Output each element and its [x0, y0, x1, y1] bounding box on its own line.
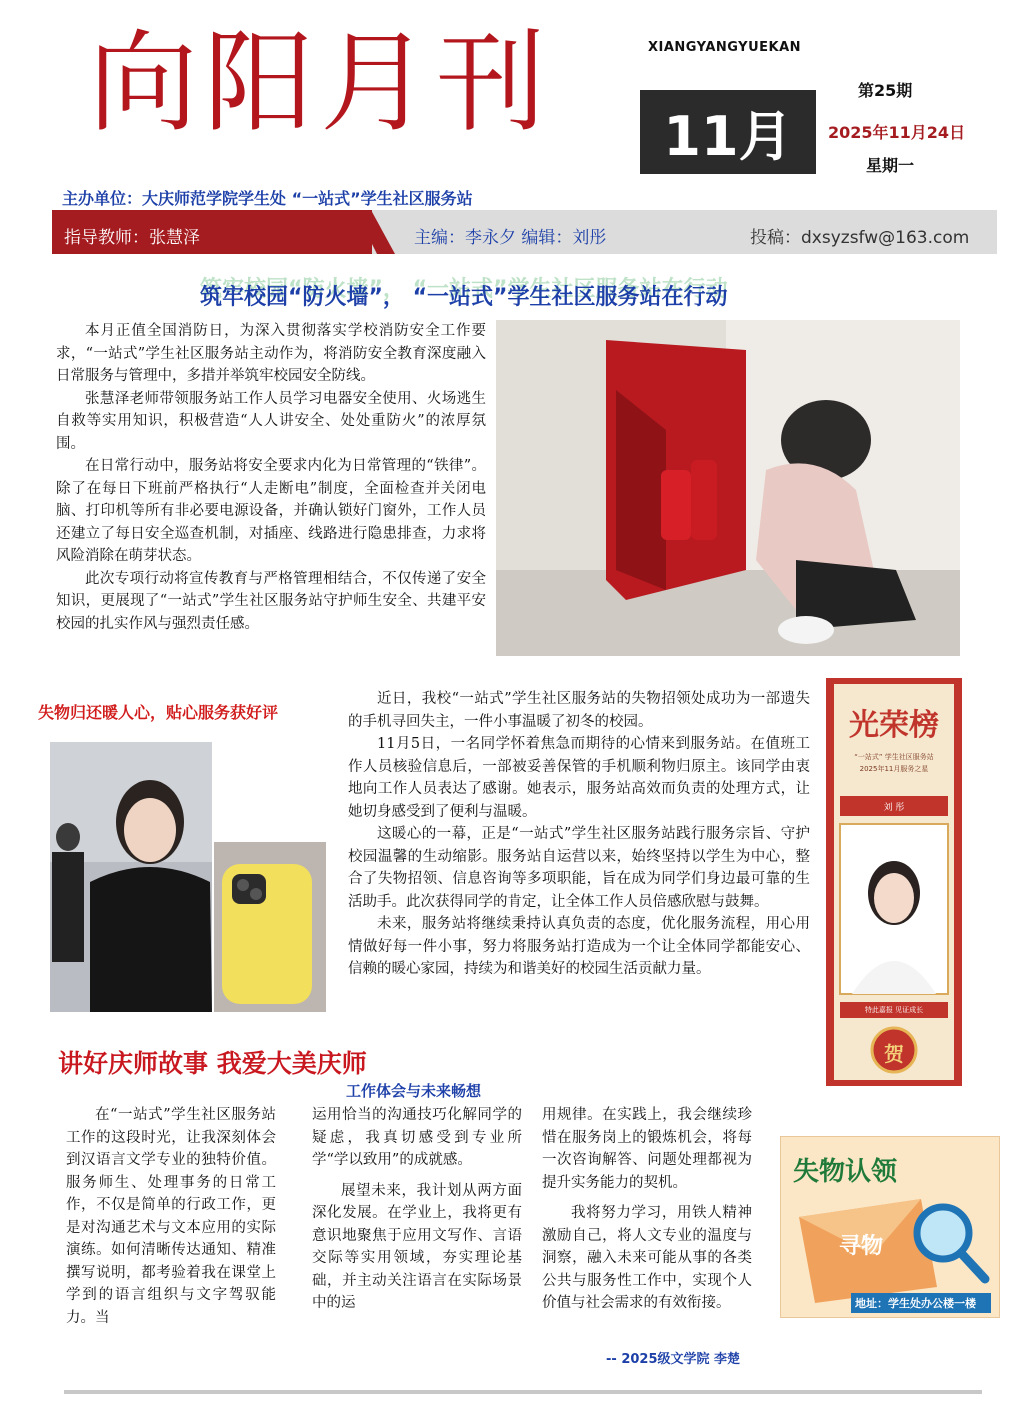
article2-body: [348, 688, 810, 981]
honor-subtitle-2: 2025年11月服务之星: [859, 765, 929, 773]
article3-paragraph: 我将努力学习，用铁人精神激励自己，将人文专业的温度与洞察，融入未来可能从事的各类公共与服务性工作中，实现个人价值与社会需求的有效衔接。: [542, 1205, 752, 1311]
honor-roll-card: [826, 678, 962, 1086]
article1-paragraph: 本月正值全国消防日，为深入贯彻落实学校消防安全工作要求，“一站式”学生社区服务站主动作为，将消防安全教育深度融入日常服务与管理中，多措并举筑牢校园安全防线。: [56, 323, 486, 384]
article3-column-3: [542, 1104, 752, 1315]
issue-number: 第25期: [858, 81, 913, 100]
article1-paragraph: 在日常行动中，服务站将安全要求内化为日常管理的“铁律”。除了在每日下班前严格执行“人走断电”制度，全面检查并关闭电脑、打印机等所有非必要电源设备，并确认锁好门窗外，工作人员还建立了每日安全巡查机制，对插座、线路进行隐患排查，力求将风险消除在萌芽状态。: [56, 458, 486, 564]
advisor: 指导教师：张慧泽: [64, 228, 200, 248]
article3-subtitle: 工作体会与未来畅想: [346, 1082, 482, 1100]
honor-footer: 特此嘉报 见证成长: [864, 1006, 924, 1014]
lost-and-found-envelope: 寻物: [839, 1234, 884, 1259]
article3-title: 讲好庆师故事 我爱大美庆师: [58, 1049, 367, 1078]
article2-paragraph: 近日，我校“一站式”学生社区服务站的失物招领处成功为一部遗失的手机寻回失主，一件小事温暖了初冬的校园。: [348, 691, 810, 730]
phone-photo: [214, 842, 326, 1012]
article3-paragraph: 用规律。在实践上，我会继续珍惜在服务岗上的锻炼机会，将每一次咨询解答、问题处理都视为提升实务能力的契机。: [542, 1107, 752, 1191]
masthead-pinyin: XIANGYANGYUEKAN: [648, 40, 802, 55]
article1-title: 筑牢校园“防火墙”， “一站式”学生社区服务站在行动: [200, 285, 728, 310]
honor-name: 刘 彤: [883, 803, 905, 813]
article3-paragraph: 运用恰当的沟通技巧化解同学的疑虑，我真切感受到专业所学“学以致用”的成就感。: [312, 1107, 522, 1168]
article1-paragraph: 张慧泽老师带领服务站工作人员学习电器安全使用、火场逃生自救等实用知识，积极营造“人人讲安全、处处重防火”的浓厚氛围。: [56, 390, 486, 452]
lost-and-found-title: 失物认领: [793, 1157, 898, 1187]
student-photo: [50, 742, 212, 1012]
honor-title: 光荣榜: [849, 708, 939, 743]
honor-badge: 贺: [884, 1042, 904, 1066]
issue-date: 2025年11月24日: [828, 123, 966, 142]
article2-title: 失物归还暖人心，贴心服务获好评: [38, 703, 279, 722]
host-organization: 主办单位：大庆师范学院学生处 “一站式”学生社区服务站: [62, 189, 473, 208]
month-badge: 11月: [640, 90, 816, 174]
fire-safety-photo: [496, 320, 960, 656]
masthead-title: 向阳月刊: [88, 19, 552, 147]
contribute-email[interactable]: 投稿：dxsyzsfw@163.com: [750, 228, 970, 248]
issue-weekday: 星期一: [866, 156, 915, 175]
article3-column-2: [312, 1104, 522, 1315]
article1-paragraph: 此次专项行动将宣传教育与严格管理相结合，不仅传递了安全知识，更展现了“一站式”学生社区服务站守护师生安全、共建平安校园的扎实作风与强烈责任感。: [56, 570, 486, 632]
article2-paragraph: 未来，服务站将继续秉持认真负责的态度，优化服务流程，用心用情做好每一件小事，努力将服务站打造成为一个让全体同学都能安心、信赖的暖心家园，持续为和谐美好的校园生活贡献力量。: [348, 916, 810, 977]
article3-signature: -- 2025级文学院 李楚: [606, 1352, 741, 1367]
article2-paragraph: 11月5日，一名同学怀着焦急而期待的心情来到服务站。在值班工作人员核验信息后，一部被妥善保管的手机顺利物归原主。该同学由衷地向工作人员表达了感谢。她表示，服务站高效而负责的处理方式，让她切身感受到了便利与温暖。: [348, 736, 810, 820]
lost-and-found-address: 地址：学生处办公楼一楼: [855, 1297, 976, 1310]
footer-rule: [64, 1390, 982, 1394]
article2-paragraph: 这暖心的一幕，正是“一站式”学生社区服务站践行服务宗旨、守护校园温馨的生动缩影。服务站自运营以来，始终坚持以学生为中心，整合了失物招领、信息咨询等多项职能，旨在成为同学们身边最可靠的生活助手。此次获得同学的肯定，让全体工作人员倍感欣慰与鼓舞。: [348, 826, 810, 910]
editors: 主编：李永夕 编辑：刘彤: [414, 228, 607, 248]
article3-paragraph: 展望未来，我计划从两方面深化发展。在学业上，我将更有意识地聚焦于应用文写作、言语交际等实用领域，夯实理论基础，并主动关注语言在实际场景中的运: [312, 1182, 522, 1311]
article1-body: [56, 320, 486, 635]
article3-paragraph: 在“一站式”学生社区服务站工作的这段时光，让我深刻体会到汉语言文学专业的独特价值。服务师生、处理事务的日常工作，不仅是简单的行政工作，更是对沟通艺术与文本应用的实际演练。如何清晰传达通知、精准撰写说明，都考验着我在课堂上学到的语言组织与文字驾驭能力。当: [66, 1107, 276, 1326]
article3-column-1: [66, 1104, 276, 1329]
honor-subtitle-1: “一站式” 学生社区服务站: [854, 753, 934, 761]
lost-and-found-card: [780, 1136, 1000, 1318]
